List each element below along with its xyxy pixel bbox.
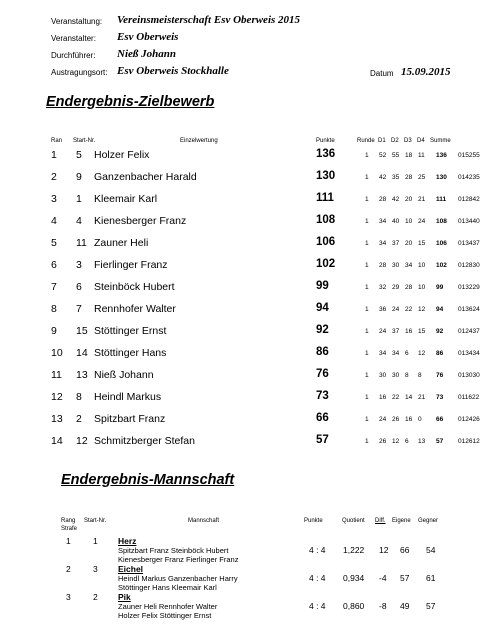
row-d2: 26 [392, 416, 400, 423]
row-d4: 10 [418, 262, 426, 269]
row-name: Kienesberger Franz [94, 215, 187, 227]
team-gegner: 57 [426, 601, 436, 611]
row-rang: 6 [51, 259, 57, 271]
row-name: Nieß Johann [94, 369, 154, 381]
row-rang: 3 [51, 193, 57, 205]
team-members: Kienesberger Franz Fierlinger Franz [118, 555, 239, 564]
row-rang: 12 [51, 391, 63, 403]
row-name: Ganzenbacher Harald [94, 171, 197, 183]
ziel-header-runde: Runde [357, 138, 375, 144]
row-runde: 1 [365, 306, 369, 313]
row-name: Rennhofer Walter [94, 303, 176, 315]
row-name: Stöttinger Hans [94, 347, 167, 359]
row-runde: 1 [365, 372, 369, 379]
team-gegner: 61 [426, 573, 436, 583]
team-eigene: 57 [400, 573, 410, 583]
team-quotient: 1,222 [343, 545, 365, 555]
row-summe: 136 [436, 152, 447, 159]
row-start: 7 [76, 303, 82, 315]
row-d3: 14 [405, 394, 413, 401]
row-d4: 10 [418, 284, 426, 291]
ort-value: Esv Oberweis Stockhalle [117, 65, 229, 77]
team-members: Heindl Markus Ganzenbacher Harry [118, 574, 238, 583]
team-eigene: 66 [400, 545, 410, 555]
row-code: 012437 [458, 328, 480, 335]
row-d3: 8 [405, 372, 409, 379]
ziel-header-rang: Ran [51, 138, 63, 144]
row-d1: 28 [379, 262, 387, 269]
row-d2: 24 [392, 306, 400, 313]
row-d4: 21 [418, 196, 426, 203]
team-rang: 1 [66, 536, 71, 546]
row-d1: 52 [379, 152, 387, 159]
row-punkte: 66 [316, 412, 329, 424]
row-d4: 21 [418, 394, 426, 401]
team-start: 3 [93, 564, 98, 574]
row-start: 3 [76, 259, 82, 271]
row-d4: 11 [418, 152, 425, 159]
row-runde: 1 [365, 394, 369, 401]
row-code: 015255 [458, 152, 480, 159]
row-d1: 24 [379, 416, 387, 423]
row-rang: 8 [51, 303, 57, 315]
row-code: 013437 [458, 240, 480, 247]
row-runde: 1 [365, 262, 369, 269]
row-punkte: 73 [316, 390, 329, 402]
row-name: Spitzbart Franz [94, 413, 166, 425]
row-d3: 20 [405, 240, 413, 247]
row-summe: 92 [436, 328, 444, 335]
row-summe: 130 [436, 174, 447, 181]
row-d3: 34 [405, 262, 413, 269]
row-d3: 6 [405, 438, 409, 445]
row-start: 2 [76, 413, 82, 425]
row-d1: 26 [379, 438, 387, 445]
datum-value: 15.09.2015 [401, 66, 451, 78]
row-d1: 30 [379, 372, 387, 379]
mannschaft-header-gegner: Gegner [418, 518, 439, 524]
ziel-header-d2: D2 [391, 138, 399, 144]
row-rang: 10 [51, 347, 63, 359]
row-d4: 8 [418, 372, 422, 379]
team-punkte: 4 : 4 [309, 545, 326, 555]
team-members: Stöttinger Hans Kleemair Karl [118, 583, 217, 592]
row-d4: 0 [418, 416, 422, 423]
row-name: Schmitzberger Stefan [94, 435, 195, 447]
row-summe: 86 [436, 350, 444, 357]
row-summe: 76 [436, 372, 444, 379]
row-punkte: 92 [316, 324, 329, 336]
row-start: 14 [76, 347, 88, 359]
row-d3: 16 [405, 328, 413, 335]
row-summe: 108 [436, 218, 447, 225]
team-diff: 12 [379, 545, 389, 555]
row-start: 9 [76, 171, 82, 183]
row-summe: 111 [436, 196, 447, 203]
veranstalter-value: Esv Oberweis [117, 31, 179, 43]
row-d2: 34 [392, 350, 400, 357]
row-code: 013440 [458, 218, 480, 225]
row-rang: 14 [51, 435, 63, 447]
row-runde: 1 [365, 152, 369, 159]
team-diff: -8 [379, 601, 387, 611]
team-punkte: 4 : 4 [309, 573, 326, 583]
row-start: 15 [76, 325, 88, 337]
durchfuehrer-value: Nieß Johann [117, 48, 176, 60]
row-start: 4 [76, 215, 82, 227]
row-d4: 15 [418, 328, 426, 335]
row-rang: 13 [51, 413, 63, 425]
row-name: Zauner Heli [94, 237, 149, 249]
mannschaft-header-diff: Diff. [375, 518, 386, 524]
row-punkte: 102 [316, 258, 336, 270]
ziel-header-punkte: Punkte [316, 138, 335, 144]
row-start: 5 [76, 149, 82, 161]
row-start: 11 [76, 237, 87, 249]
row-punkte: 136 [316, 148, 336, 160]
row-rang: 11 [51, 369, 62, 381]
row-punkte: 111 [316, 192, 334, 204]
row-runde: 1 [365, 218, 369, 225]
row-punkte: 76 [316, 368, 329, 380]
row-d2: 42 [392, 196, 400, 203]
veranstalter-label: Veranstalter: [51, 34, 96, 43]
row-runde: 1 [365, 416, 369, 423]
row-d1: 34 [379, 240, 387, 247]
row-rang: 7 [51, 281, 57, 293]
row-summe: 94 [436, 306, 444, 313]
row-rang: 5 [51, 237, 57, 249]
row-d4: 24 [418, 218, 426, 225]
row-code: 013434 [458, 350, 480, 357]
row-runde: 1 [365, 328, 369, 335]
row-punkte: 57 [316, 434, 329, 446]
row-d2: 22 [392, 394, 400, 401]
datum-label: Datum [370, 69, 394, 78]
row-d4: 13 [418, 438, 426, 445]
row-name: Fierlinger Franz [94, 259, 168, 271]
row-code: 013229 [458, 284, 480, 291]
team-eigene: 49 [400, 601, 410, 611]
row-d3: 6 [405, 350, 409, 357]
row-punkte: 94 [316, 302, 329, 314]
durchfuehrer-label: Durchführer: [51, 51, 96, 60]
row-d3: 20 [405, 196, 413, 203]
row-d1: 16 [379, 394, 387, 401]
row-runde: 1 [365, 350, 369, 357]
row-punkte: 130 [316, 170, 336, 182]
team-members: Holzer Felix Stöttinger Ernst [118, 611, 212, 620]
team-quotient: 0,934 [343, 573, 365, 583]
row-d4: 12 [418, 350, 426, 357]
row-d1: 36 [379, 306, 387, 313]
team-rang: 2 [66, 564, 71, 574]
ort-label: Austragungsort: [51, 68, 108, 77]
row-code: 012426 [458, 416, 480, 423]
team-members: Spitzbart Franz Steinböck Hubert [118, 546, 229, 555]
ziel-header-d4: D4 [417, 138, 425, 144]
veranstaltung-value: Vereinsmeisterschaft Esv Oberweis 2015 [117, 14, 301, 26]
row-d2: 37 [392, 240, 400, 247]
team-diff: -4 [379, 573, 387, 583]
row-punkte: 106 [316, 236, 336, 248]
row-d4: 25 [418, 174, 426, 181]
row-code: 012830 [458, 262, 480, 269]
row-runde: 1 [365, 240, 369, 247]
row-code: 012842 [458, 196, 480, 203]
mannschaft-header-eigene: Eigene [392, 518, 411, 524]
row-name: Steinböck Hubert [94, 281, 175, 293]
team-start: 2 [93, 592, 98, 602]
row-d1: 28 [379, 196, 387, 203]
mannschaft-header-punkte: Punkte [304, 518, 323, 524]
row-d1: 42 [379, 174, 387, 181]
team-start: 1 [93, 536, 98, 546]
team-quotient: 0,860 [343, 601, 365, 611]
row-d3: 28 [405, 284, 413, 291]
row-summe: 57 [436, 438, 444, 445]
row-d1: 34 [379, 218, 387, 225]
mannschaft-header-mannschaft: Mannschaft [188, 518, 220, 524]
row-d2: 29 [392, 284, 400, 291]
row-d2: 35 [392, 174, 400, 181]
mannschaft-title: Endergebnis-Mannschaft [61, 472, 235, 488]
row-d2: 55 [392, 152, 400, 159]
row-code: 011622 [458, 394, 480, 401]
ziel-header-d3: D3 [404, 138, 412, 144]
row-d2: 37 [392, 328, 400, 335]
row-summe: 99 [436, 284, 444, 291]
row-d2: 30 [392, 372, 400, 379]
ziel-header-start: Start-Nr. [73, 138, 96, 144]
team-name: Pik [118, 592, 131, 602]
row-rang: 4 [51, 215, 57, 227]
row-d3: 16 [405, 416, 413, 423]
row-code: 013624 [458, 306, 480, 313]
row-runde: 1 [365, 284, 369, 291]
row-d1: 24 [379, 328, 387, 335]
row-d3: 10 [405, 218, 413, 225]
mannschaft-header-rang: Rang [61, 518, 76, 524]
row-start: 1 [76, 193, 82, 205]
team-name: Herz [118, 536, 137, 546]
row-code: 013030 [458, 372, 480, 379]
row-name: Stöttinger Ernst [94, 325, 167, 337]
team-punkte: 4 : 4 [309, 601, 326, 611]
row-summe: 106 [436, 240, 447, 247]
row-name: Heindl Markus [94, 391, 162, 403]
row-runde: 1 [365, 196, 369, 203]
row-start: 6 [76, 281, 82, 293]
row-d2: 30 [392, 262, 400, 269]
row-punkte: 86 [316, 346, 329, 358]
row-summe: 73 [436, 394, 444, 401]
row-rang: 1 [51, 149, 57, 161]
row-d2: 40 [392, 218, 400, 225]
team-gegner: 54 [426, 545, 436, 555]
team-members: Zauner Heli Rennhofer Walter [118, 602, 218, 611]
row-d2: 12 [392, 438, 400, 445]
row-code: 012612 [458, 438, 480, 445]
row-d3: 28 [405, 174, 413, 181]
ziel-header-summe: Summe [430, 138, 451, 144]
row-rang: 9 [51, 325, 57, 337]
row-start: 8 [76, 391, 82, 403]
team-name: Eichel [118, 564, 144, 574]
ziel-header-wertung: Einzelwertung [180, 138, 218, 144]
row-summe: 102 [436, 262, 447, 269]
row-punkte: 108 [316, 214, 336, 226]
row-rang: 2 [51, 171, 57, 183]
row-name: Kleemair Karl [94, 193, 158, 205]
row-d1: 34 [379, 350, 387, 357]
row-summe: 66 [436, 416, 444, 423]
ziel-title: Endergebnis-Zielbewerb [46, 94, 215, 110]
row-runde: 1 [365, 438, 369, 445]
row-d1: 32 [379, 284, 387, 291]
row-runde: 1 [365, 174, 369, 181]
row-start: 12 [76, 435, 88, 447]
row-d4: 15 [418, 240, 426, 247]
row-code: 014235 [458, 174, 480, 181]
row-d3: 22 [405, 306, 413, 313]
row-name: Holzer Felix [94, 149, 150, 161]
mannschaft-header-start: Start-Nr. [84, 518, 107, 524]
row-start: 13 [76, 369, 88, 381]
mannschaft-header-quotient: Quotient [342, 518, 365, 524]
veranstaltung-label: Veranstaltung: [51, 17, 103, 26]
mannschaft-header-strafe: Strafe [61, 526, 78, 532]
row-punkte: 99 [316, 280, 329, 292]
ziel-header-d1: D1 [378, 138, 386, 144]
team-rang: 3 [66, 592, 71, 602]
row-d3: 18 [405, 152, 413, 159]
row-d4: 12 [418, 306, 426, 313]
